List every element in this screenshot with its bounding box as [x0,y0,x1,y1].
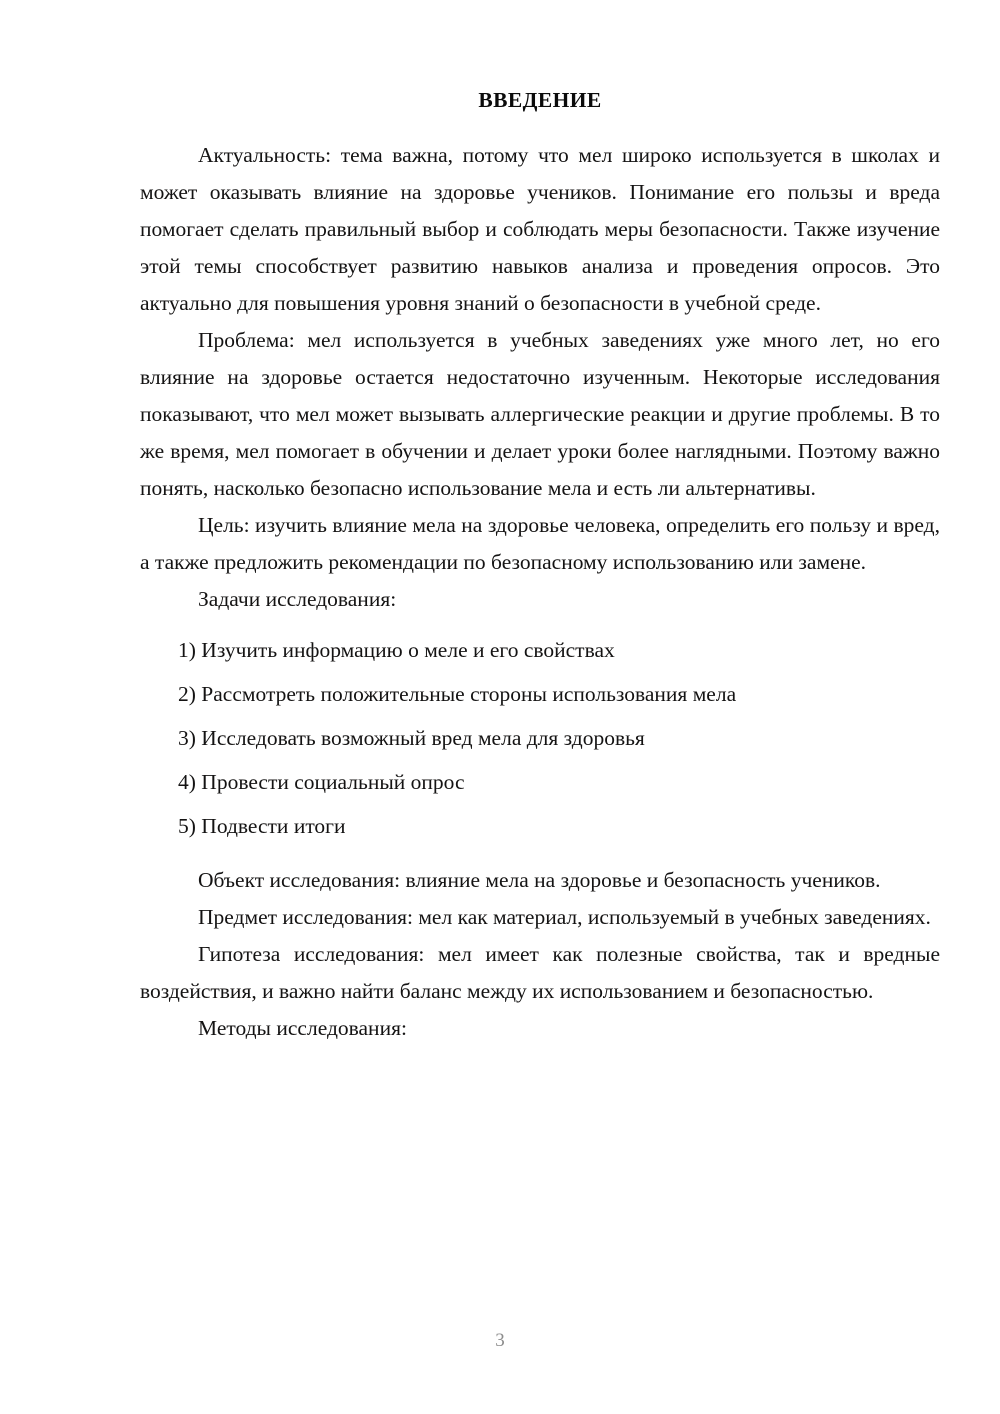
list-item-label: Провести социальный опрос [201,769,465,794]
list-item [140,760,940,804]
list-item-number: 1) [178,637,202,662]
spacer [140,618,940,622]
tasks-list [140,628,940,848]
list-item-label: Рассмотреть положительные стороны использования мела [201,681,737,706]
list-item [140,804,940,848]
paragraph-object: Объект исследования: влияние мела на здоровье и безопасность учеников. [198,867,881,892]
paragraph-goal: Цель: изучить влияние мела на здоровье человека, определить его пользу и вред, а также предложить рекомендации по безопасному использованию или замене. [140,512,940,574]
list-item [140,716,940,760]
list-item [140,628,940,672]
paragraph-subject: Предмет исследования: мел как материал, используемый в учебных заведениях. [198,904,931,929]
page-title: ВВЕДЕНИЕ [478,88,602,112]
paragraph-hypothesis: Гипотеза исследования: мел имеет как полезные свойства, так и вредные воздействия, и важно найти баланс между их использованием и безопасностью. [140,941,940,1003]
document-body [140,88,940,1047]
list-item-number: 5) [178,813,202,838]
spacer [140,854,940,862]
list-item-number: 4) [178,769,202,794]
list-item-label: Подвести итоги [201,813,346,838]
list-item-label: Исследовать возможный вред мела для здоровья [201,725,645,750]
page-number: 3 [495,1330,505,1351]
tasks-heading: Задачи исследования: [198,586,397,611]
paragraph-problem: Проблема: мел используется в учебных заведениях уже много лет, но его влияние на здоровье остается недостаточно изученным. Некоторые исследования показывают, что мел может вызывать аллергические реакции и другие проблемы. В то же время, мел помогает в обучении и делает уроки более наглядными. Поэтому важно понять, насколько безопасно использование мела и есть ли альтернативы. [140,327,940,500]
list-item [140,672,940,716]
list-item-number: 2) [178,681,202,706]
list-item-number: 3) [178,725,202,750]
methods-heading: Методы исследования: [198,1015,407,1040]
paragraph-relevance: Актуальность: тема важна, потому что мел широко используется в школах и может оказывать влияние на здоровье учеников. Понимание его пользы и вреда помогает сделать правильный выбор и соблюдать меры безопасности. Также изучение этой темы способствует развитию навыков анализа и проведения опросов. Это актуально для повышения уровня знаний о безопасности в учебной среде. [140,142,940,315]
list-item-label: Изучить информацию о меле и его свойствах [201,637,615,662]
